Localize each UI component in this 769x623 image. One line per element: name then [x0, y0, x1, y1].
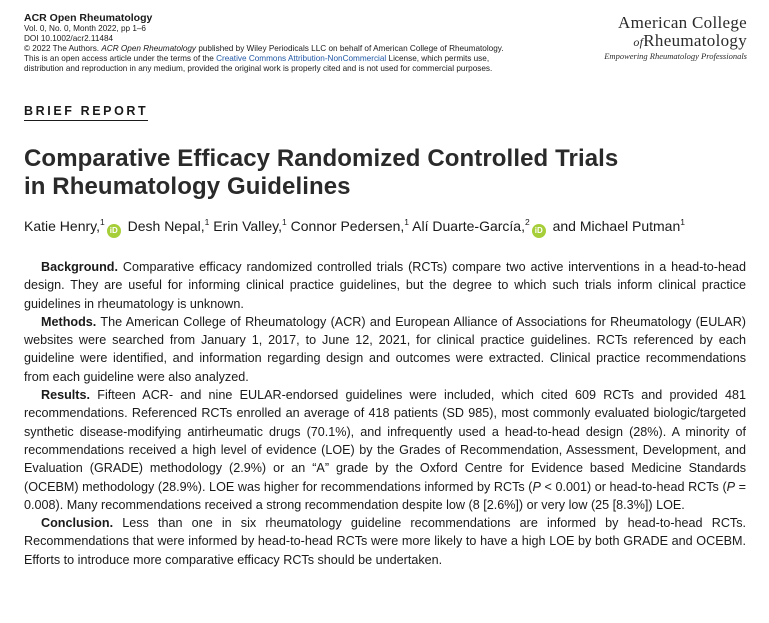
article-title: Comparative Efficacy Randomized Controlled Trials in Rheumatology Guidelines [24, 145, 619, 200]
author-affiliation: 1 [282, 217, 287, 227]
author [128, 218, 210, 234]
license-line-2: distribution and reproduction in any medium, provided the original work is properly cited and is not used for commercial purposes. [24, 64, 493, 73]
section-label: BRIEF REPORT [24, 104, 148, 121]
license-line: This is an open access article under the terms of the Creative Commons Attribution-NonCommercial License, which permits use, [24, 54, 490, 63]
acr-logo [604, 14, 747, 61]
abstract-results: Results. Fifteen ACR- and nine EULAR-endorsed guidelines were included, which cited 609 RCTs and provided 481 recommendations. Referenced RCTs enrolled an average of 418 patients (SD 985), most commonly evaluated biologic/targeted synthetic disease-modifying antirheumatic drugs (70.1%), and infrequently used a head-to-head design (28%). A minority of recommendations received a high level of evidence (LOE) by the Grades of Recommendation, Assessment, Development, and Evaluation (GRADE) methodology (2.9%) or an “A” grade by the Oxford Centre for Evidence based Medicine Standards (OCEBM) methodology (28.9%). LOE was higher for recommendations informed by RCTs (P < 0.001) or head-to-head RCTs (P = 0.008). Many recommendations received a strong recommendation despite low (8 [2.6%]) or very low (25 [8.3%]) LOE. [24, 388, 747, 512]
author [553, 218, 685, 234]
abstract-methods: Methods. The American College of Rheumatology (ACR) and European Alliance of Associations for Rheumatology (EULAR) websites were searched from January 1, 2017, to June 12, 2021, for clinical practice guidelines. RCTs referenced by each guideline were identified, and information regarding design and outcomes were extracted. Clinical practice recommendations from each guideline were also analyzed. [24, 314, 746, 384]
abstract [24, 258, 746, 569]
author-affiliation: 2 [524, 217, 530, 227]
author-affiliation: 1 [204, 217, 210, 227]
author [412, 218, 549, 234]
author-affiliation: 1 [680, 217, 685, 227]
orcid-icon[interactable]: iD [532, 224, 546, 238]
logo-line-1: American College [618, 13, 747, 32]
author-name: Desh Nepal, [127, 218, 205, 234]
author-name: and Michael Putman [552, 218, 681, 234]
author-name: Erin Valley, [213, 218, 283, 234]
abstract-background: Background. Comparative efficacy randomized controlled trials (RCTs) compare two active interventions in a head-to-head design. They are useful for informing clinical practice guidelines, but the degree to which such trials inform clinical practice guidelines in rheumatology is unknown. [24, 260, 746, 311]
author-affiliation: 1 [404, 217, 410, 227]
author-list [24, 213, 685, 238]
doi: DOI 10.1002/acr2.11484 [24, 34, 114, 43]
logo-tagline: Empowering Rheumatology Professionals [604, 51, 747, 61]
abstract-conclusion: Conclusion. Less than one in six rheumatology guideline recommendations are informed by head-to-head RCTs. Recommendations that were informed by head-to-head RCTs were more likely to have a high LOE by both GRADE and OCEBM. Efforts to introduce more comparative efficacy RCTs should be undertaken. [24, 516, 747, 567]
orcid-icon[interactable]: iD [107, 224, 121, 238]
journal-name: ACR Open Rheumatology [24, 12, 153, 24]
license-link[interactable]: Creative Commons Attribution-NonCommercial [216, 54, 387, 63]
author-affiliation: 1 [100, 217, 105, 227]
author [213, 218, 286, 234]
author-name: Katie Henry, [24, 218, 100, 234]
article-header [24, 12, 584, 74]
volume-info: Vol. 0, No. 0, Month 2022, pp 1–6 [24, 24, 146, 33]
copyright-line: © 2022 The Authors. ACR Open Rheumatology published by Wiley Periodicals LLC on behalf of American College of Rheumatology. [24, 44, 504, 53]
logo-line-2: ofRheumatology [633, 31, 747, 50]
author [291, 218, 409, 234]
author-name: Connor Pedersen, [290, 218, 405, 234]
author-name: Alí Duarte-García, [412, 218, 525, 234]
author [24, 218, 124, 234]
